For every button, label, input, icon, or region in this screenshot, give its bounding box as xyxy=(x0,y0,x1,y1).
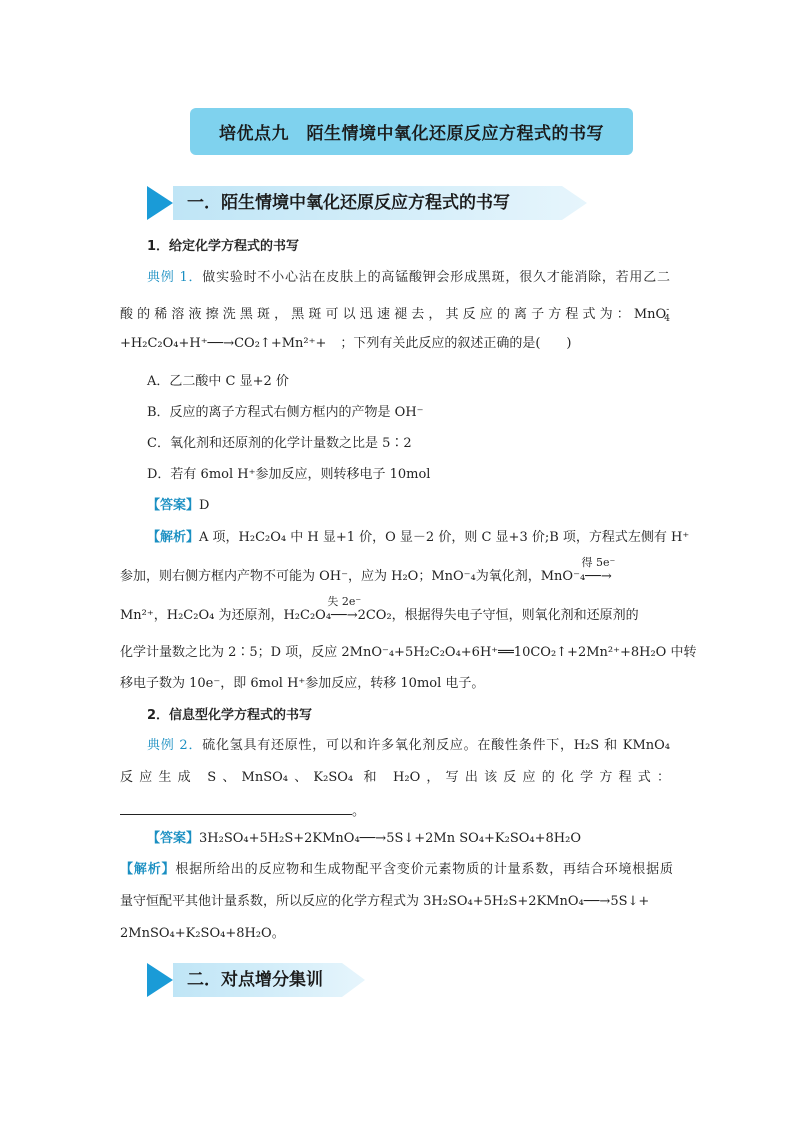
section-header-1 xyxy=(147,186,587,220)
answer-2-tag: 【答案】 xyxy=(147,831,200,846)
answer-1-tag: 【答案】 xyxy=(147,498,200,513)
explanation-2-text-1: 根据所给出的反应物和生成物配平含变价元素物质的计量系数，再结合环境根据质 xyxy=(175,862,673,877)
answer-2 xyxy=(147,829,676,849)
answer-1 xyxy=(147,496,676,516)
option-b: B．反应的离子方程式右侧方框内的产物是 OH⁻ xyxy=(147,405,424,420)
section-title-2: 二．对点增分集训 xyxy=(187,970,323,990)
section-header-2 xyxy=(147,963,365,997)
answer-blank xyxy=(120,800,352,815)
example-1-line-3 xyxy=(120,334,676,354)
subheading-2: 2．信息型化学方程式的书写 xyxy=(147,708,313,723)
example-1-question: ；下列有关此反应的叙述正确的是( ) xyxy=(340,336,572,351)
explanation-2-line-2: 量守恒配平其他计量系数，所以反应的化学方程式为 3H₂SO₄+5H₂S+2KMnO₄──→5S↓+ xyxy=(120,894,650,909)
answer-2-value: 3H₂SO₄+5H₂S+2KMnO₄──→5S↓+2Mn SO₄+K₂SO₄+8H₂O xyxy=(199,831,581,846)
arrow-symbol: ──→ xyxy=(331,608,358,623)
explanation-1-text-3a: Mn²⁺，H₂C₂O₄ 为还原剂，H₂C₂O₄ xyxy=(120,608,332,623)
answer-1-value: D xyxy=(199,498,210,513)
example-2-period: 。 xyxy=(352,804,366,819)
option-d: D．若有 6mol H⁺参加反应，则转移电子 10mol xyxy=(147,467,431,482)
explanation-1-line-3 xyxy=(120,595,676,626)
explanation-2-line-1 xyxy=(120,860,673,880)
explanation-1-tag: 【解析】 xyxy=(147,530,200,545)
example-1-tag: 典例 1． xyxy=(147,270,203,285)
explanation-2-line-3: 2MnSO₄+K₂SO₄+8H₂O。 xyxy=(120,926,285,941)
explanation-1-text-3b: 2CO₂，根据得失电子守恒，则氧化剂和还原剂的 xyxy=(357,608,639,623)
option-c: C．氧化剂和还原剂的化学计量数之比是 5∶2 xyxy=(147,436,412,451)
example-2-line-3 xyxy=(120,800,676,822)
section-title-1: 一．陌生情境中氧化还原反应方程式的书写 xyxy=(187,193,510,213)
page-title-banner xyxy=(190,108,633,155)
explanation-1-text-2: 参加，则右侧方框内产物不可能为 OH⁻，应为 H₂O；MnO⁻₄为氧化剂，MnO⁻₄ xyxy=(120,569,586,584)
subheading-1: 1．给定化学方程式的书写 xyxy=(147,239,300,254)
explanation-1-line-2 xyxy=(120,556,676,587)
example-1-line-1 xyxy=(147,268,670,288)
lose-electrons-label: 失 2e⁻ xyxy=(327,595,362,608)
superscript: - xyxy=(666,305,670,315)
example-1-text-1: 做实验时不小心沾在皮肤上的高锰酸钾会形成黑斑，很久才能消除，若用乙二 xyxy=(202,270,670,285)
example-1-text-2: 酸的稀溶液擦洗黑斑，黑斑可以迅速褪去，其反应的离子方程式为：MnO xyxy=(120,307,667,322)
example-2-line-2: 反应生成 S、MnSO₄、K₂SO₄ 和 H₂O，写出该反应的化学方程式： xyxy=(120,770,670,785)
explanation-1-text-1: A 项，H₂C₂O₄ 中 H 显+1 价，O 显－2 价，则 C 显+3 价;B 项，方程式左侧有 H⁺ xyxy=(199,530,690,545)
explanation-1-line-5: 移电子数为 10e⁻，即 6mol H⁺参加反应，转移 10mol 电子。 xyxy=(120,676,485,691)
explanation-2-tag: 【解析】 xyxy=(120,862,176,877)
example-1-line-2 xyxy=(120,300,670,329)
option-a: A．乙二酸中 C 显+2 价 xyxy=(147,374,289,389)
arrow-symbol: ──→ xyxy=(585,569,612,584)
lose-electrons-arrow xyxy=(327,595,362,626)
page-title: 培优点九 陌生情境中氧化还原反应方程式的书写 xyxy=(219,124,604,144)
gain-electrons-arrow xyxy=(581,556,616,587)
subscript: 4 xyxy=(664,314,670,324)
gain-electrons-label: 得 5e⁻ xyxy=(581,556,616,569)
example-2-line-1 xyxy=(147,736,670,756)
example-1-equation: +H₂C₂O₄+H⁺──→CO₂↑+Mn²⁺+ xyxy=(120,336,327,351)
example-2-tag: 典例 2． xyxy=(147,738,203,753)
explanation-1-line-4: 化学计量数之比为 2∶5；D 项，反应 2MnO⁻₄+5H₂C₂O₄+6H⁺══10CO₂↑+2Mn²⁺+8H₂O 中转 xyxy=(120,645,697,660)
explanation-1-line-1 xyxy=(147,528,690,548)
example-2-text-1: 硫化氢具有还原性，可以和许多氧化剂反应。在酸性条件下，H₂S 和 KMnO₄ xyxy=(202,738,671,753)
